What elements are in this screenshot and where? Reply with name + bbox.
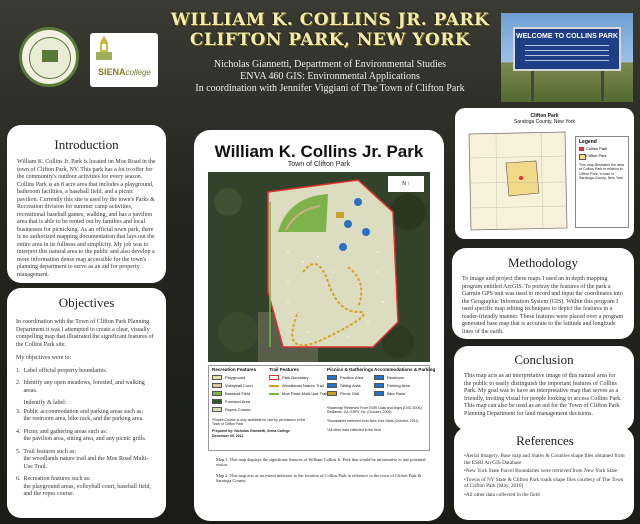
inset-legend-note: This map illustrates the area of Collins Park in relation to Clifton Park, a town in Saratoga County, New York <box>579 163 625 181</box>
conclusion-heading: Conclusion <box>514 352 574 367</box>
map-title: William K. Collins Jr. Park <box>214 142 424 161</box>
sitting-icon <box>327 383 337 388</box>
sign-line <box>525 55 609 56</box>
siena-wordmark: SIENAcollege <box>98 67 151 77</box>
objectives-heading: Objectives <box>58 295 115 310</box>
north-arrow-scale: N ↑ <box>388 176 424 192</box>
aerial-map-graphic <box>208 172 430 362</box>
seal-center <box>29 37 71 79</box>
aerial-map <box>208 172 430 362</box>
inset-legend-item: Collins Park <box>586 146 608 151</box>
legend-heading: Recreation Features <box>212 367 257 372</box>
course-line: ENVA 460 GIS: Environmental Applications <box>240 71 420 82</box>
reference-item: •New York State Parcel Boundaries were retrieved from New York State <box>464 468 618 475</box>
sign-line <box>525 45 609 46</box>
park-sign-photo <box>501 13 633 102</box>
seal-house-icon <box>42 50 58 62</box>
sign-text: WELCOME TO COLLINS PARK <box>515 33 619 40</box>
collins-park-swatch <box>579 147 584 151</box>
baseball-swatch <box>212 391 222 396</box>
parking-icon <box>374 383 384 388</box>
conclusion-panel <box>454 346 634 431</box>
park-sign <box>513 27 621 71</box>
references-panel <box>454 427 634 520</box>
title-block <box>160 10 500 95</box>
sign-line <box>525 60 609 61</box>
reference-item: •Towns of NY State & Clifton Park roads shape files courtesy of The Town of Clifton Park [May, 2010] <box>464 476 624 490</box>
objectives-lead: My objectives were to: <box>16 355 72 361</box>
objectives-intro: In coordination with the Town of Clifton Park Planning Department it was I attempted to create a clear, visually compelling map that illustrated the significant features of the Collins Park site. <box>16 319 154 348</box>
poster-title-line1: WILLIAM K. COLLINS JR. PARK <box>170 10 490 30</box>
objective-item: 3. Public accommodation and parking areas such as: the restroom area, bike rack, and the parking area. <box>16 408 144 422</box>
volleyball-swatch <box>212 383 222 388</box>
inset-map-graphic <box>461 128 571 233</box>
restroom-icon <box>374 375 384 380</box>
methodology-heading: Methodology <box>507 255 579 270</box>
sign-post <box>601 71 604 101</box>
map1-caption: Map 1: This map displays the significant features of William Collins Jr. Park that would be informative to any potential visitor. <box>216 457 426 468</box>
main-map-panel <box>194 130 444 521</box>
reference-item: •All other data collected in the field <box>464 491 540 498</box>
bike-rack-icon <box>374 391 384 396</box>
legend-ropes-note: *Ropes Course is only available for use by permission of the Town of Clifton Park <box>212 418 306 427</box>
reference-item: •Aerial Imagery, Base map and States & Counties shape files obtained from the ESRI ArcGIS Database <box>464 453 625 466</box>
forest-swatch <box>212 399 222 404</box>
inset-map-panel <box>455 108 634 239</box>
objective-item: 2. Identify any open meadows, forested, and walking areas. <box>16 380 145 394</box>
nature-trail-swatch <box>269 385 279 390</box>
legend-field-note: *All other data collected in the field <box>327 428 381 432</box>
introduction-panel <box>7 125 166 283</box>
sign-post <box>531 71 534 101</box>
map2-caption: Map 2: This map acts as an extent indicator to the location of Collins Park in reference to the town of Clifton Park & Saratoga County. <box>216 473 422 484</box>
legend-heading: Accommodations & Parking <box>374 367 436 372</box>
legend-heading: Trail Features <box>269 367 299 372</box>
inset-map-title: Clifton Park <box>530 113 559 119</box>
legend-date: December 09, 2011 <box>212 434 244 438</box>
inset-legend-item: Clifton Park <box>586 153 607 158</box>
multiuse-trail-swatch <box>269 393 279 398</box>
playground-swatch <box>212 375 222 380</box>
references-heading: References <box>516 433 574 448</box>
inset-legend-heading: Legend <box>579 139 597 145</box>
sign-line <box>525 50 609 51</box>
introduction-heading: Introduction <box>54 137 119 152</box>
legend-prepared-by: Prepared by: Nicholas Giannetti, Siena College <box>212 429 290 433</box>
introduction-body: William K. Collins Jr. Park is located on Moe Road in the town of Clifton Park, NY. This park has a lot to offer for the community's outdoor activities for every season. Collins Park is an 8 acre area that includes a playground, bathroom facilities, a baseball field, and a picnic pavilion. Currently this site is used by the town's Parks & Recreation division for summer camp activities, recreational baseball games, walking, and has a pavilion area that is able to be rented out by families and local businesses for picnicking. As an official town park, there is no authorized mapping documentation that lays out the entire area in its fullness and simplicity. My job was to interpret this natural area to the public and also develop a more information dense map accessible for the town's planning department to serve as an aid for property management. <box>17 159 156 278</box>
objective-item: Indentify & label: <box>16 400 67 406</box>
objective-item: 4. Picnic and gathering areas such as: the pavilion area, sitting area, and any picnic grills. <box>16 428 147 442</box>
objective-item: 6. Recreation features such as: the playground areas, volleyball court, baseball field, and the ropes course. <box>16 476 151 497</box>
inset-legend <box>575 136 629 228</box>
boundary-swatch <box>269 375 279 380</box>
pavilion-icon <box>327 375 337 380</box>
map-legend: Recreation Features Trail Features Picnics & Gatherings Accommodations & Parking Playground Volleyball Court Baseball Field Forested Area Ropes Course Park Boundary Woodlands Nature Trail Moe Road Multi-Use Trail Pavilion Area Sitting Area Picnic Grill Restroom Parking Area Bike Rack *Ropes Course is only available for use by permission of the Town of Clifton Park Prepared by: Nicholas Giannetti, Siena College December 09, 2011 *Basemap Retrieved From ESRI Data and Maps (DVD 2006); Redlands, CA: ESRI, Inc. (October, 2006) *Boundaries retrieved from New York State (October, 2011) *All other data collected in the field <box>208 365 430 451</box>
legend-boundary-note: *Boundaries retrieved from New York State (October, 2011) <box>327 419 419 423</box>
methodology-body: To image and project these maps I used an in depth mapping program entitled ArcGIS. To portray the features of the park a Garmin GPS unit was used to record and input the coordinates into the Geographic Information System (GIS). Within this program I used specific map editing techniques to depict the features in a reader-friendly manner. These features were placed over a program generated base map that is accurate to the latitude and longitude lines of the earth. <box>462 276 624 335</box>
objective-item: 1. Label official property boundaries. <box>16 367 108 374</box>
objectives-panel <box>7 288 166 518</box>
author-line: Nicholas Giannetti, Department of Environmental Studies <box>213 59 447 70</box>
siena-tower-icon <box>94 36 114 62</box>
methodology-panel <box>452 248 634 339</box>
clifton-park-swatch <box>579 154 586 160</box>
town-seal-logo <box>19 27 79 87</box>
map-subtitle: Town of Clifton Park <box>287 161 351 168</box>
grill-icon <box>327 391 337 396</box>
ropes-swatch <box>212 407 222 412</box>
poster-title-line2: CLIFTON PARK, NEW YORK <box>189 30 471 50</box>
objective-item: 5. Trail features such as: the woodlands nature trail and the Moe Road Multi- Use Trail. <box>16 448 149 470</box>
coordination-line: In coordination with Jennifer Viggiani of The Town of Clifton Park <box>195 83 465 94</box>
legend-basemap-note: *Basemap Retrieved From ESRI Data and Maps (DVD 2006); Redlands, CA: ESRI, Inc. (October, 2006) <box>327 406 423 415</box>
conclusion-body: This map acts as an interpretative image of this natural area for the public to easily distinguish the important features of Collins Park. My goal was to have an interpretative map that serves as a friendly, inviting visual for people looking to access Collins Park. This map can also be used as an aid for the Town of Clifton Park Planning Department for land management decisions. <box>464 373 622 417</box>
legend-heading: Picnics & Gatherings <box>327 367 374 372</box>
siena-logo <box>90 33 158 87</box>
inset-map-subtitle: Saratoga County, New York <box>513 119 576 125</box>
